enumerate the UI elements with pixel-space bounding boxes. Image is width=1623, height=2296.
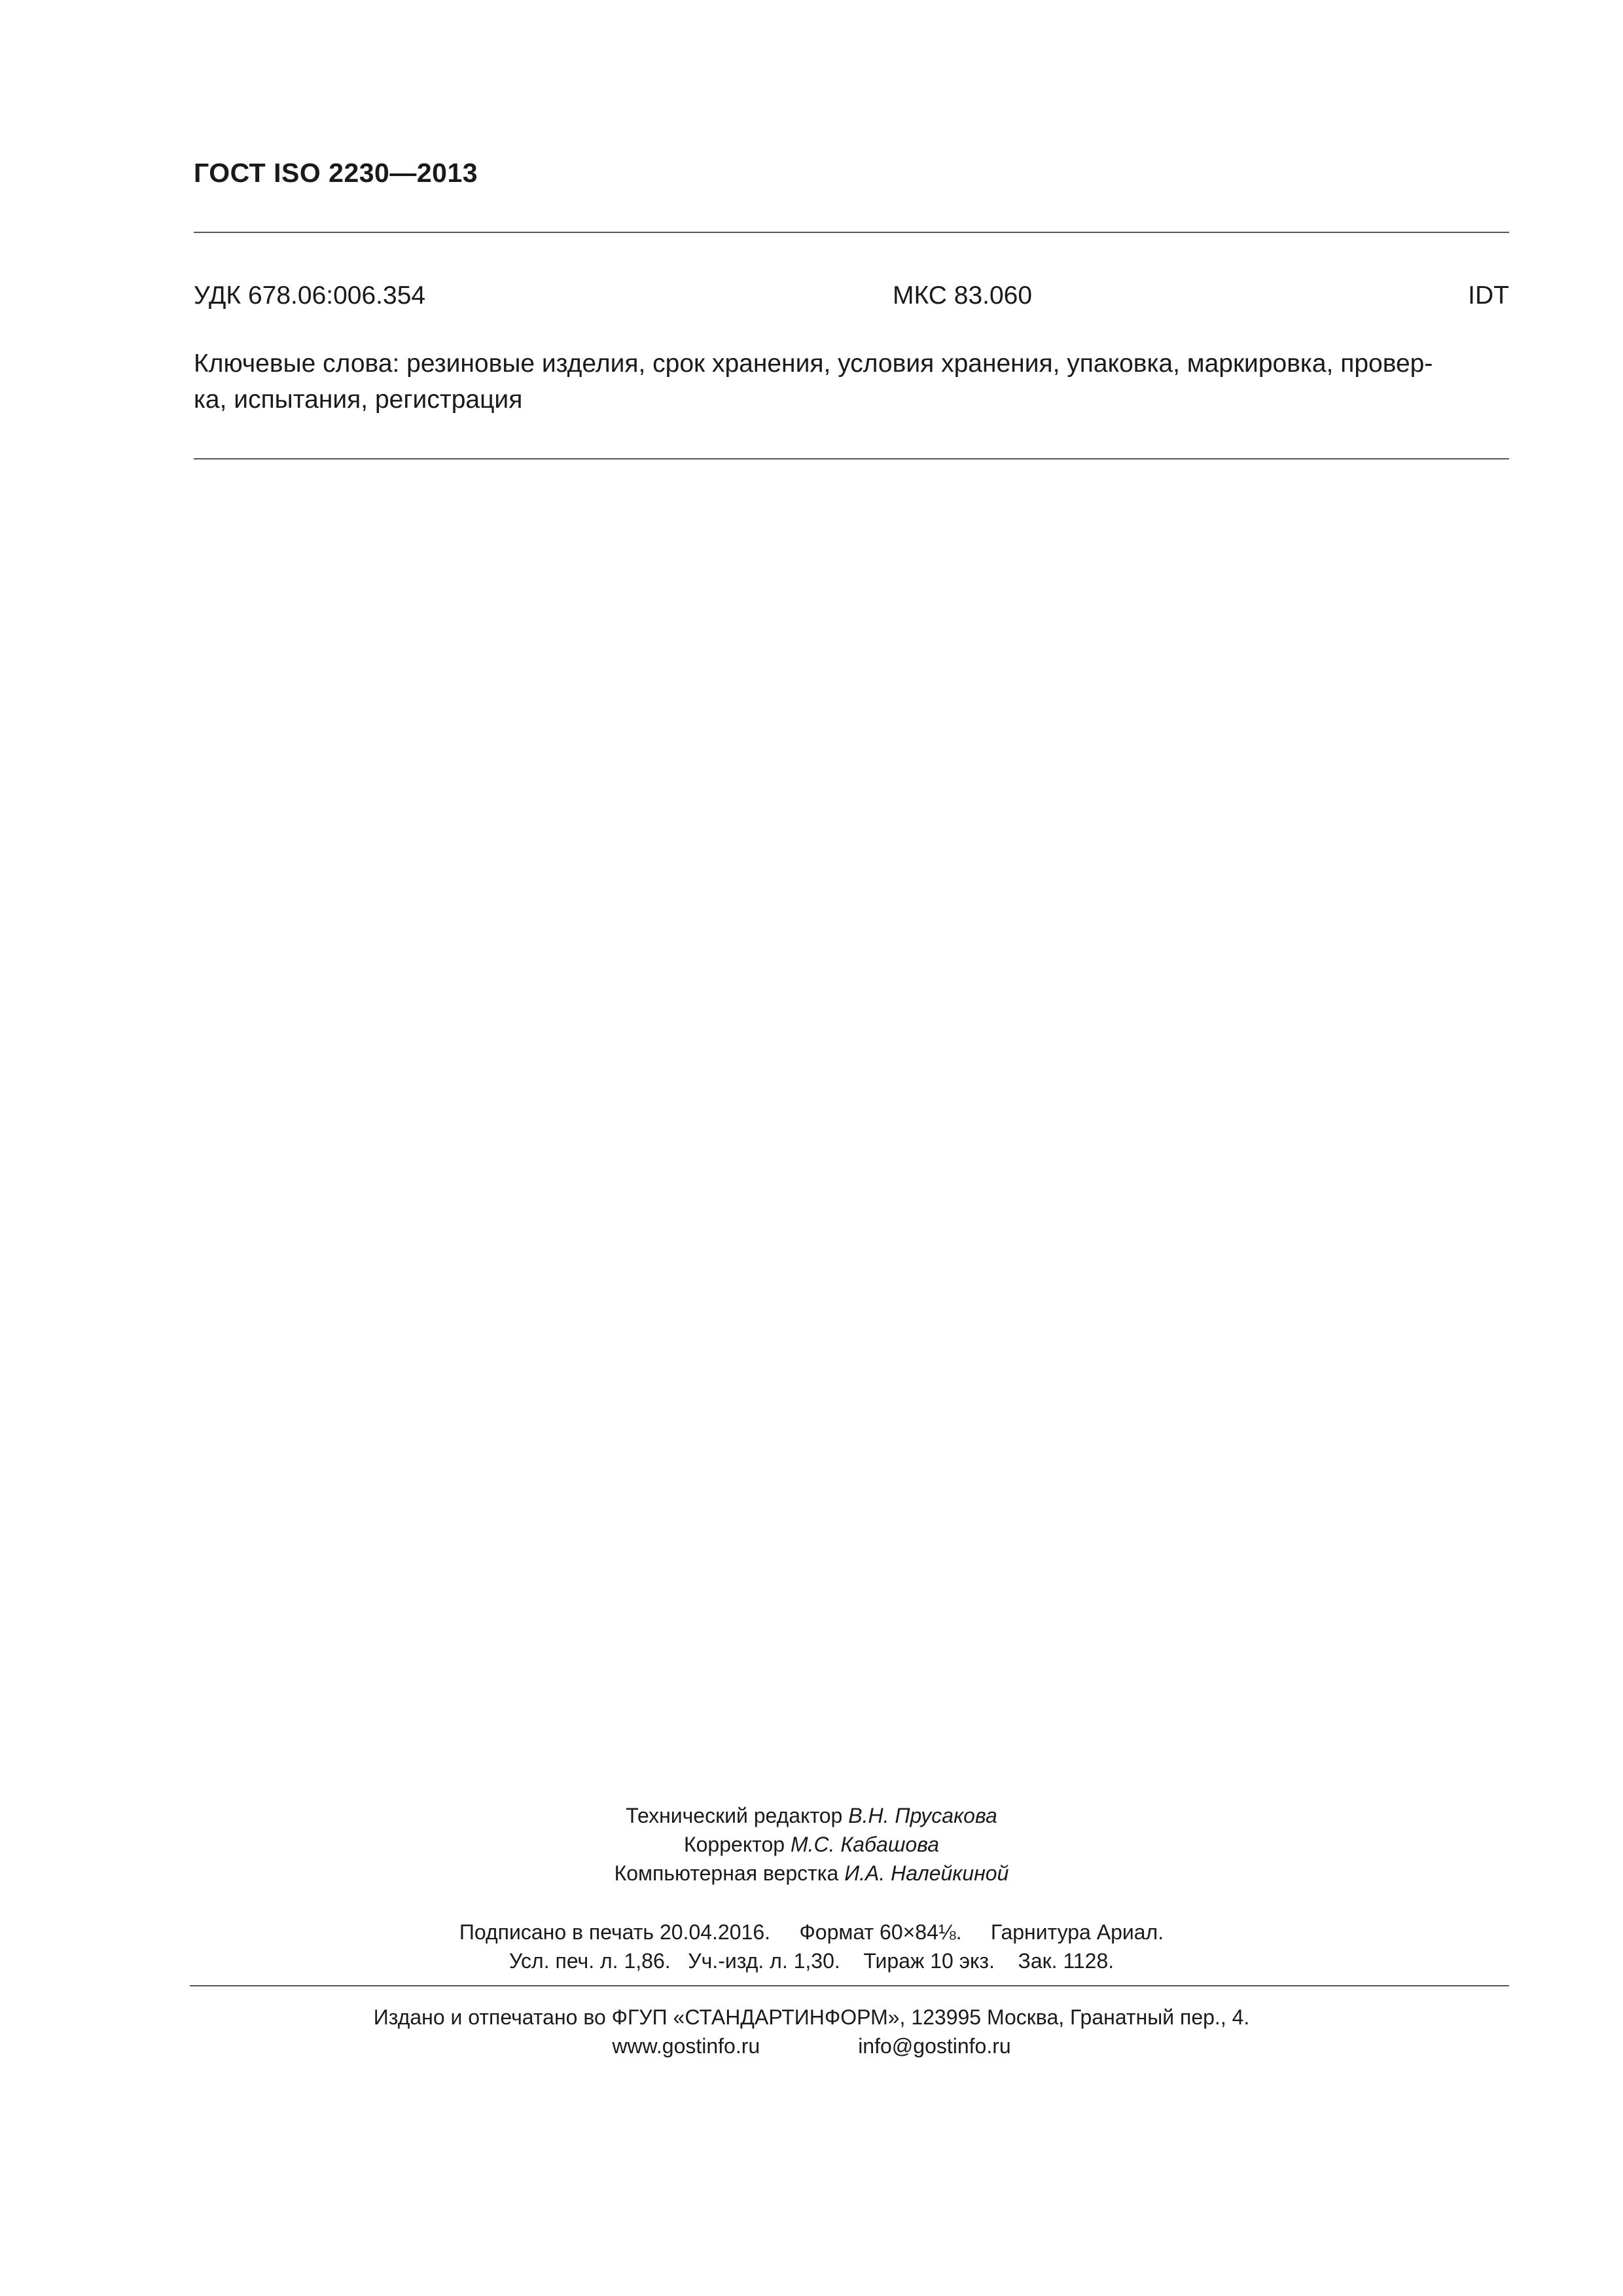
print-run: Тираж 10 экз. (863, 1949, 995, 1973)
print-info-line-1 (0, 1918, 1623, 1946)
publisher-block (0, 2003, 1623, 2060)
credits-block (0, 1801, 1623, 1888)
publisher-email-link[interactable]: info@gostinfo.ru (858, 2034, 1011, 2058)
classification-row (194, 283, 1509, 315)
layout-label: Компьютерная верстка (614, 1861, 839, 1885)
header-divider (194, 232, 1509, 233)
publication-sheets: Уч.-изд. л. 1,30. (688, 1949, 840, 1973)
tech-editor-credit (0, 1801, 1623, 1830)
mks-code: МКС 83.060 (893, 281, 1033, 310)
corrector-label: Корректор (683, 1833, 785, 1856)
keywords-divider (194, 458, 1509, 459)
imprint-divider (190, 1985, 1509, 1986)
paper-format: Формат 60×84⅛. (799, 1920, 962, 1944)
order-number: Зак. 1128. (1018, 1949, 1115, 1973)
tech-editor-label: Технический редактор (626, 1804, 843, 1827)
publisher-contacts (0, 2032, 1623, 2060)
document-code: ГОСТ ISO 2230—2013 (194, 158, 478, 188)
print-info-line-2 (0, 1946, 1623, 1975)
signed-date: Подписано в печать 20.04.2016. (459, 1920, 770, 1944)
udk-code: УДК 678.06:006.354 (194, 281, 426, 310)
corrector-name: М.С. Кабашова (790, 1833, 939, 1856)
keywords-block (194, 346, 1509, 418)
idt-mark: IDT (1468, 281, 1509, 310)
layout-name: И.А. Налейкиной (844, 1861, 1009, 1885)
print-sheets: Усл. печ. л. 1,86. (508, 1949, 671, 1973)
publisher-address: Издано и отпечатано во ФГУП «СТАНДАРТИНФОРМ», 123995 Москва, Гранатный пер., 4. (373, 2005, 1250, 2029)
layout-credit (0, 1859, 1623, 1888)
tech-editor-name: В.Н. Прусакова (848, 1804, 997, 1827)
keywords-line-2: ка, испытания, регистрация (194, 386, 523, 414)
typeface: Гарнитура Ариал. (990, 1920, 1164, 1944)
keywords-line-1: Ключевые слова: резиновые изделия, срок хранения, условия хранения, упаковка, маркировка, провер- (194, 350, 1433, 378)
corrector-credit (0, 1830, 1623, 1859)
publisher-website-link[interactable]: www.gostinfo.ru (612, 2034, 760, 2058)
print-info-block (0, 1918, 1623, 1975)
